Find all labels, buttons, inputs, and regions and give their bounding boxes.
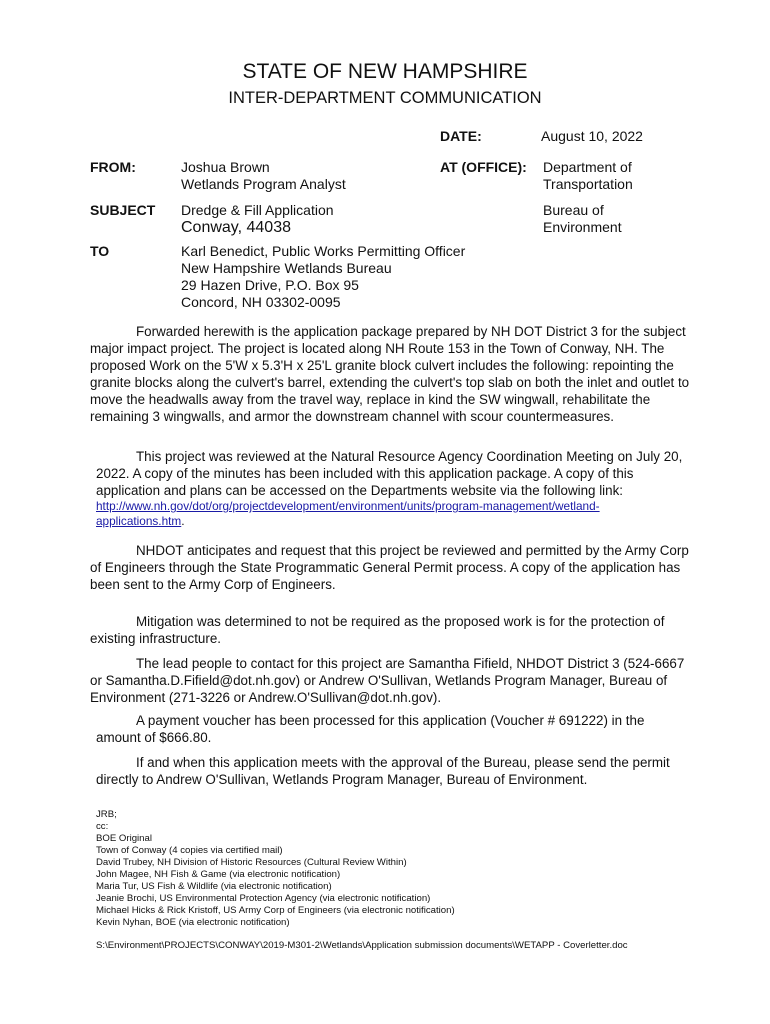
file-path-footer: S:\Environment\PROJECTS\CONWAY\2019-M301-2\Wetlands\Application submission documents\WETAPP - Coverletter.doc bbox=[96, 940, 628, 951]
paragraph-7: If and when this application meets with the approval of the Bureau, please send the permit directly to Andrew O'Sullivan, Wetlands Program Manager, Bureau of Environment. bbox=[96, 755, 670, 787]
distribution-item: Town of Conway (4 copies via certified mail) bbox=[96, 845, 283, 856]
date-label: DATE: bbox=[440, 128, 482, 144]
website-link[interactable]: http://www.nh.gov/dot/org/projectdevelopment/environment/units/program-management/wetland- bbox=[96, 499, 600, 513]
distribution-item: cc: bbox=[96, 821, 109, 832]
from-name: Joshua Brown bbox=[181, 159, 270, 175]
paragraph-5: The lead people to contact for this project are Samantha Fifield, NHDOT District 3 (524-6667 or Samantha.D.Fifield@dot.nh.gov) or Andrew O'Sullivan, Wetlands Program Manager, Bureau of Environment (271-3226 or Andrew.O'Sullivan@dot.nh.gov). bbox=[90, 656, 685, 705]
to-line-1: Karl Benedict, Public Works Permitting Officer bbox=[181, 243, 466, 259]
distribution-item: Jeanie Brochi, US Environmental Protection Agency (via electronic notification) bbox=[96, 893, 431, 904]
distribution-item: Michael Hicks & Rick Kristoff, US Army Corp of Engineers (via electronic notification) bbox=[96, 905, 455, 916]
distribution-item: Maria Tur, US Fish & Wildlife (via electronic notification) bbox=[96, 881, 332, 892]
paragraph-6: A payment voucher has been processed for this application (Voucher # 691222) in the amount of $666.80. bbox=[96, 713, 645, 745]
subject-line-2: Conway, 44038 bbox=[181, 219, 291, 236]
to-line-2: New Hampshire Wetlands Bureau bbox=[181, 260, 392, 276]
distribution-item: David Trubey, NH Division of Historic Resources (Cultural Review Within) bbox=[96, 857, 407, 868]
subject-line-1: Dredge & Fill Application bbox=[181, 202, 334, 218]
from-label: FROM: bbox=[90, 159, 136, 175]
website-link-end[interactable]: applications.htm bbox=[96, 514, 182, 528]
office-line-2: Transportation bbox=[543, 176, 633, 192]
distribution-list bbox=[96, 809, 455, 929]
document-subtitle: INTER-DEPARTMENT COMMUNICATION bbox=[228, 89, 542, 107]
paragraph-3: NHDOT anticipates and request that this project be reviewed and permitted by the Army Corp of Engineers through the State Programmatic General Permit process. A copy of the application has been sent to the Army Corp of Engineers. bbox=[90, 543, 689, 592]
from-title: Wetlands Program Analyst bbox=[181, 176, 346, 192]
to-line-4: Concord, NH 03302-0095 bbox=[181, 294, 341, 310]
distribution-item: BOE Original bbox=[96, 833, 152, 844]
to-line-3: 29 Hazen Drive, P.O. Box 95 bbox=[181, 277, 359, 293]
paragraph-4: Mitigation was determined to not be required as the proposed work is for the protection of existing infrastructure. bbox=[90, 614, 665, 646]
document-title: STATE OF NEW HAMPSHIRE bbox=[242, 60, 528, 83]
paragraph-2 bbox=[96, 448, 688, 499]
distribution-item: John Magee, NH Fish & Game (via electronic notification) bbox=[96, 869, 341, 880]
subject-label: SUBJECT bbox=[90, 202, 156, 218]
office-line-1: Department of bbox=[543, 159, 632, 175]
office-line-4: Environment bbox=[543, 219, 622, 235]
paragraph-1: Forwarded herewith is the application package prepared by NH DOT District 3 for the subject major impact project. The project is located along NH Route 153 in the Town of Conway, NH. The proposed Work on the 5'W x 5.3'H x 25'L granite block culvert includes the following: repointing the granite blocks along the culvert's barrel, extending the culvert's top slab on both the inlet and outlet to move the headwalls away from the travel way, replace in kind the SW wingwall, rehabilitate the remaining 3 wingwalls, and armor the downstream channel with scour countermeasures. bbox=[90, 324, 690, 424]
date-value: August 10, 2022 bbox=[541, 128, 643, 144]
distribution-item: JRB; bbox=[96, 809, 117, 820]
paragraph-2-text: This project was reviewed at the Natural Resource Agency Coordination Meeting on July 20, 2022. A copy of the minutes has been included with this application package. A copy of this application and plans can be accessed on the Departments website via the following link: bbox=[96, 449, 683, 498]
distribution-item: Kevin Nyhan, BOE (via electronic notification) bbox=[96, 917, 290, 928]
office-line-3: Bureau of bbox=[543, 202, 604, 218]
website-link-line-2[interactable]: applications.htm. bbox=[96, 514, 185, 528]
to-label: TO bbox=[90, 243, 110, 259]
office-label: AT (OFFICE): bbox=[440, 159, 527, 175]
